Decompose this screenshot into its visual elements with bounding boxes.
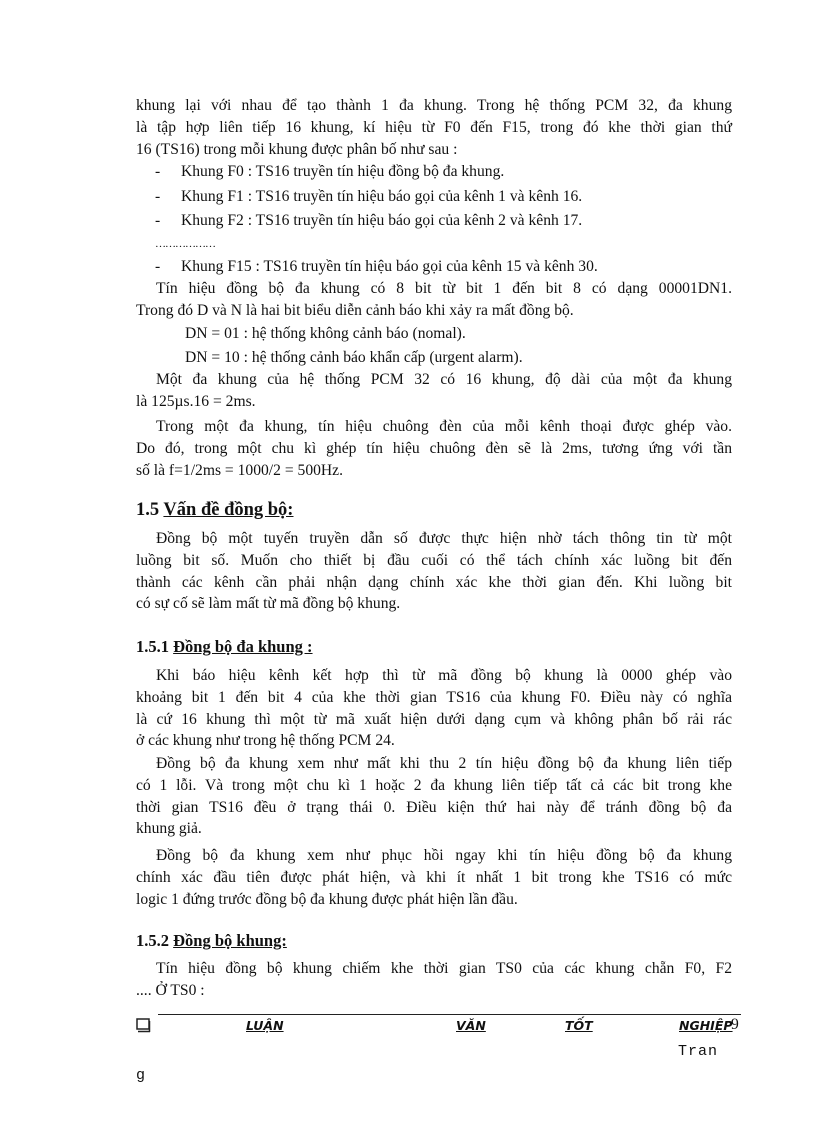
section-heading-1-5-2 <box>136 931 287 951</box>
text-line: Đồng bộ một tuyến truyền dẫn số được thực hiện nhờ tách thông tin từ một <box>156 530 732 547</box>
sync-signal-paragraph <box>136 278 732 322</box>
footer-word: VĂN <box>456 1018 486 1033</box>
section-1-5-paragraph <box>136 528 732 615</box>
text-line: Một đa khung của hệ thống PCM 32 có 16 khung, độ dài của một đa khung <box>156 371 732 388</box>
section-1-5-1-paragraph-1 <box>136 665 732 752</box>
section-title: Đồng bộ đa khung : <box>173 637 313 656</box>
text-line: khung lại với nhau để tạo thành 1 đa khung. Trong hệ thống PCM 32, đa khung <box>136 97 732 114</box>
text-line: thành các kênh cần phải nhận dạng chính xác khe thời gian đến. Khi luồng bit <box>136 573 732 591</box>
text-line: Trong đó D và N là hai bit biểu diễn cảnh báo khi xảy ra mất đồng bộ. <box>136 301 574 319</box>
footer-word: LUẬN <box>246 1018 284 1033</box>
ellipsis: ……………… <box>155 238 215 250</box>
bullet-text: Khung F15 : TS16 truyền tín hiệu báo gọi của kênh 15 và kênh 30. <box>181 258 598 275</box>
text-line: khung giả. <box>136 820 202 838</box>
bullet-dash: - <box>155 188 161 205</box>
bullet-dash: - <box>155 163 161 180</box>
text-line: có 1 lỗi. Và trong một chu kì 1 hoặc 2 đa khung liên tiếp tất cả các bit trong khe <box>136 776 732 794</box>
text-line: là tập hợp liên tiếp 16 khung, kí hiệu từ F0 đến F15, trong đó khe thời gian thứ <box>136 118 732 136</box>
section-1-5-2-paragraph <box>136 958 732 1002</box>
bullet-text: Khung F0 : TS16 truyền tín hiệu đồng bộ đa khung. <box>181 163 505 180</box>
text-line: Do đó, trong một chu kì ghép tín hiệu chuông đèn sẽ là 2ms, tương ứng với tần <box>136 439 732 457</box>
footer-word: TỐT <box>565 1018 593 1033</box>
section-1-5-1-paragraph-2 <box>136 753 732 840</box>
section-number: 1.5 <box>136 500 160 520</box>
bullet-dash: - <box>155 212 161 229</box>
text-line: Tín hiệu đồng bộ khung chiếm khe thời gian TS0 của các khung chẵn F0, F2 <box>156 960 732 977</box>
page-number: 9 <box>731 1016 739 1033</box>
text-line: Đồng bộ đa khung xem như phục hồi ngay khi tín hiệu đồng bộ đa khung <box>156 847 732 864</box>
section-title: Đồng bộ khung: <box>173 931 287 950</box>
text-line: luồng bit số. Muốn cho thiết bị đầu cuối có thể tách chính xác luồng bit đến <box>136 551 732 569</box>
text-line: .... Ở TS0 : <box>136 981 205 999</box>
page-icon <box>136 1018 151 1033</box>
multiframe-length-paragraph <box>136 369 732 413</box>
text-line: Khi báo hiệu kênh kết hợp thì từ mã đồng bộ khung là 0000 ghép vào <box>156 667 732 684</box>
dn-value-line: DN = 01 : hệ thống không cảnh báo (nomal). <box>185 325 466 342</box>
text-line: 16 (TS16) trong mỗi khung được phân bố như sau : <box>136 140 458 158</box>
text-line: thời gian TS16 đều ở trạng thái 0. Điều kiện thứ hai này để tránh đồng bộ đa <box>136 798 732 816</box>
section-heading-1-5 <box>136 500 293 521</box>
text-line: Đồng bộ đa khung xem như mất khi thu 2 tín hiệu đồng bộ đa khung liên tiếp <box>156 755 732 772</box>
bullet-item <box>155 256 598 278</box>
bullet-text: Khung F1 : TS16 truyền tín hiệu báo gọi của kênh 1 và kênh 16. <box>181 188 583 205</box>
page-label-part2: g <box>136 1067 146 1084</box>
bullet-item <box>155 186 582 208</box>
bullet-dash: - <box>155 258 161 275</box>
section-1-5-1-paragraph-3 <box>136 845 732 910</box>
footer-rule <box>158 1014 741 1015</box>
text-line: Trong một đa khung, tín hiệu chuông đèn của mỗi kênh thoại được ghép vào. <box>156 418 732 435</box>
text-line: số là f=1/2ms = 1000/2 = 500Hz. <box>136 461 343 479</box>
footer-word: NGHIỆP <box>679 1018 733 1033</box>
text-line: logic 1 đứng trước đồng bộ đa khung được phát hiện lần đầu. <box>136 890 518 908</box>
text-line: khoảng bit 1 đến bit 4 của khe thời gian TS16 của khung F0. Điều này có nghĩa <box>136 688 732 706</box>
bullet-item <box>155 161 504 183</box>
text-line: là cứ 16 khung thì một từ mã xuất hiện dưới dạng cụm và không phân bố rải rác <box>136 710 732 728</box>
text-line: chính xác đầu tiên được phát hiện, và khi ít nhất 1 bit trong khe TS16 có mức <box>136 868 732 886</box>
bell-signal-paragraph <box>136 416 732 481</box>
text-line: là 125µs.16 = 2ms. <box>136 392 256 410</box>
bullet-item <box>155 210 582 232</box>
dn-value-line: DN = 10 : hệ thống cảnh báo khẩn cấp (urgent alarm). <box>185 349 523 366</box>
text-line: có sự cố sẽ làm mất từ mã đồng bộ khung. <box>136 595 401 613</box>
section-heading-1-5-1 <box>136 637 313 657</box>
bullet-text: Khung F2 : TS16 truyền tín hiệu báo gọi của kênh 2 và kênh 17. <box>181 212 583 229</box>
section-number: 1.5.2 <box>136 931 169 950</box>
intro-paragraph <box>136 95 732 160</box>
page-label-part1: Tran <box>678 1043 719 1060</box>
text-line: ở các khung như trong hệ thống PCM 24. <box>136 732 395 750</box>
section-number: 1.5.1 <box>136 637 169 656</box>
text-line: Tín hiệu đồng bộ đa khung có 8 bit từ bit 1 đến bit 8 có dạng 00001DN1. <box>156 280 732 297</box>
section-title: Vấn đề đồng bộ: <box>163 500 294 520</box>
